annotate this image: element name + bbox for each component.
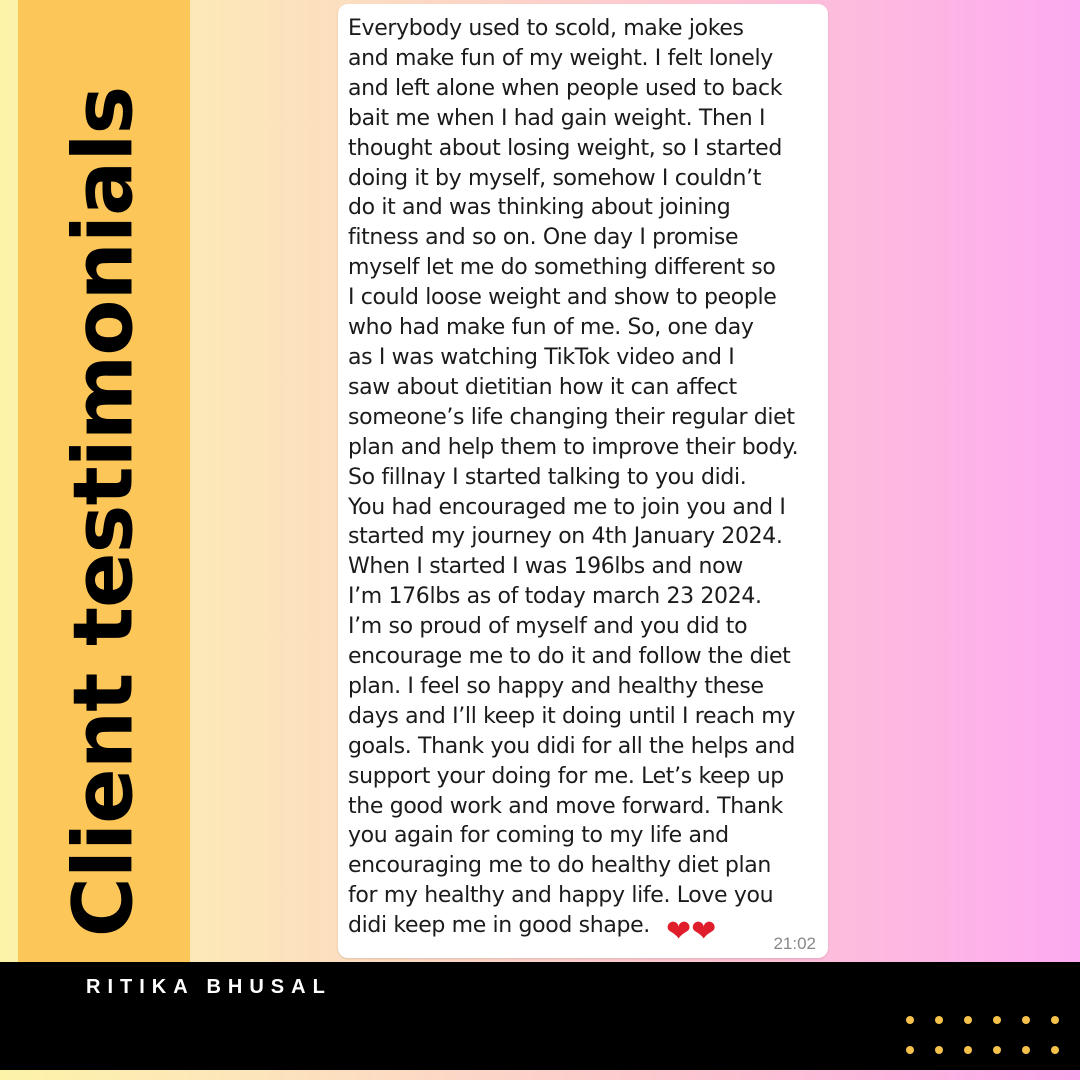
footer-bar — [0, 962, 1080, 1070]
decorative-dots — [906, 1016, 1059, 1054]
author-name: RITIKA BHUSAL — [86, 976, 332, 998]
page-title: Client testimonials — [56, 86, 152, 938]
message-text: Everybody used to scold, make jokes and make fun of my weight. I felt lonely and left alone when people used to back bait me when I had gain weight. Then I thought about losing weight, so I started doing it by myself, somehow I couldn’t do it and was thinking about joining fitness and so on. One day I promise myself let me do something different so I could loose weight and show to people who had make fun of me. So, one day as I was watching TikTok video and I saw about dietitian how it can affect someone’s life changing their regular diet plan and help them to improve their body. So fillnay I started talking to you didi. You had encouraged me to join you and I started my journey on 4th January 2024. When I started I was 196lbs and now I’m 176lbs as of today march 23 2024. I’m so proud of myself and you did to encourage me to do it and follow the diet plan. I feel so happy and healthy these days and I’ll keep it doing until I reach my goals. Thank you didi for all the helps and support your doing for me. Let’s keep up the good work and move forward. Thank you again for coming to my life and encouraging me to do healthy diet plan for my healthy and happy life. Love you didi keep me in good shape. — [348, 16, 799, 939]
message-bubble — [338, 4, 828, 958]
heart-emoji-icon: ❤❤ — [666, 914, 717, 949]
message-timestamp: 21:02 — [773, 934, 816, 953]
